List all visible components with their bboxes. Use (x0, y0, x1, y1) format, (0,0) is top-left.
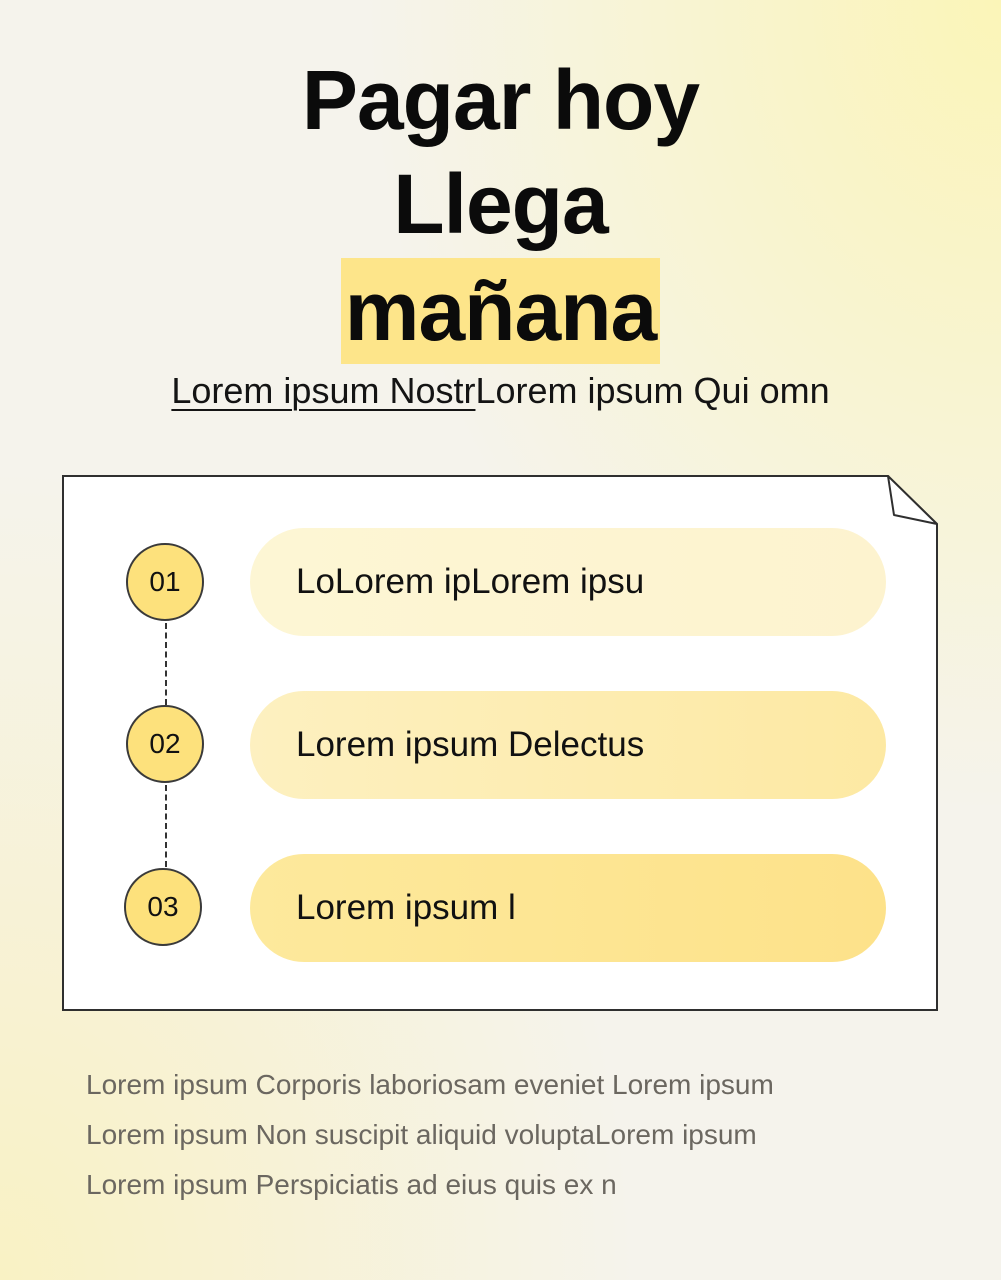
step-number-2: 02 (126, 705, 204, 783)
footer-line-1: Lorem ipsum Corporis laboriosam eveniet Lorem ipsum (86, 1069, 774, 1100)
headline-line-3-wrap (0, 256, 1001, 368)
step-number-1: 01 (126, 543, 204, 621)
step-label-3: Lorem ipsum l (296, 888, 516, 927)
step-label-2: Lorem ipsum Delectus (296, 725, 645, 764)
headline-line-1: Pagar hoy (301, 53, 700, 147)
headline-highlight: mañana (341, 258, 660, 364)
headline (0, 48, 1001, 368)
subtitle-link[interactable]: Lorem ipsum Nostr (171, 370, 476, 411)
steps-card (62, 475, 938, 1011)
subtitle-rest: Lorem ipsum Qui omn (475, 370, 830, 411)
step-item-2[interactable] (250, 691, 886, 799)
step-item-1[interactable] (250, 528, 886, 636)
footer-text (86, 1060, 946, 1210)
step-connector-2 (165, 785, 167, 867)
subtitle (0, 368, 1001, 414)
footer-line-3: Lorem ipsum Perspiciatis ad eius quis ex n (86, 1169, 617, 1200)
headline-line-2: Llega (393, 157, 608, 251)
step-item-3[interactable] (250, 854, 886, 962)
step-number-3: 03 (124, 868, 202, 946)
footer-line-2: Lorem ipsum Non suscipit aliquid voluptaLorem ipsum (86, 1119, 757, 1150)
step-connector-1 (165, 623, 167, 705)
step-label-1: LoLorem ipLorem ipsu (296, 562, 645, 601)
